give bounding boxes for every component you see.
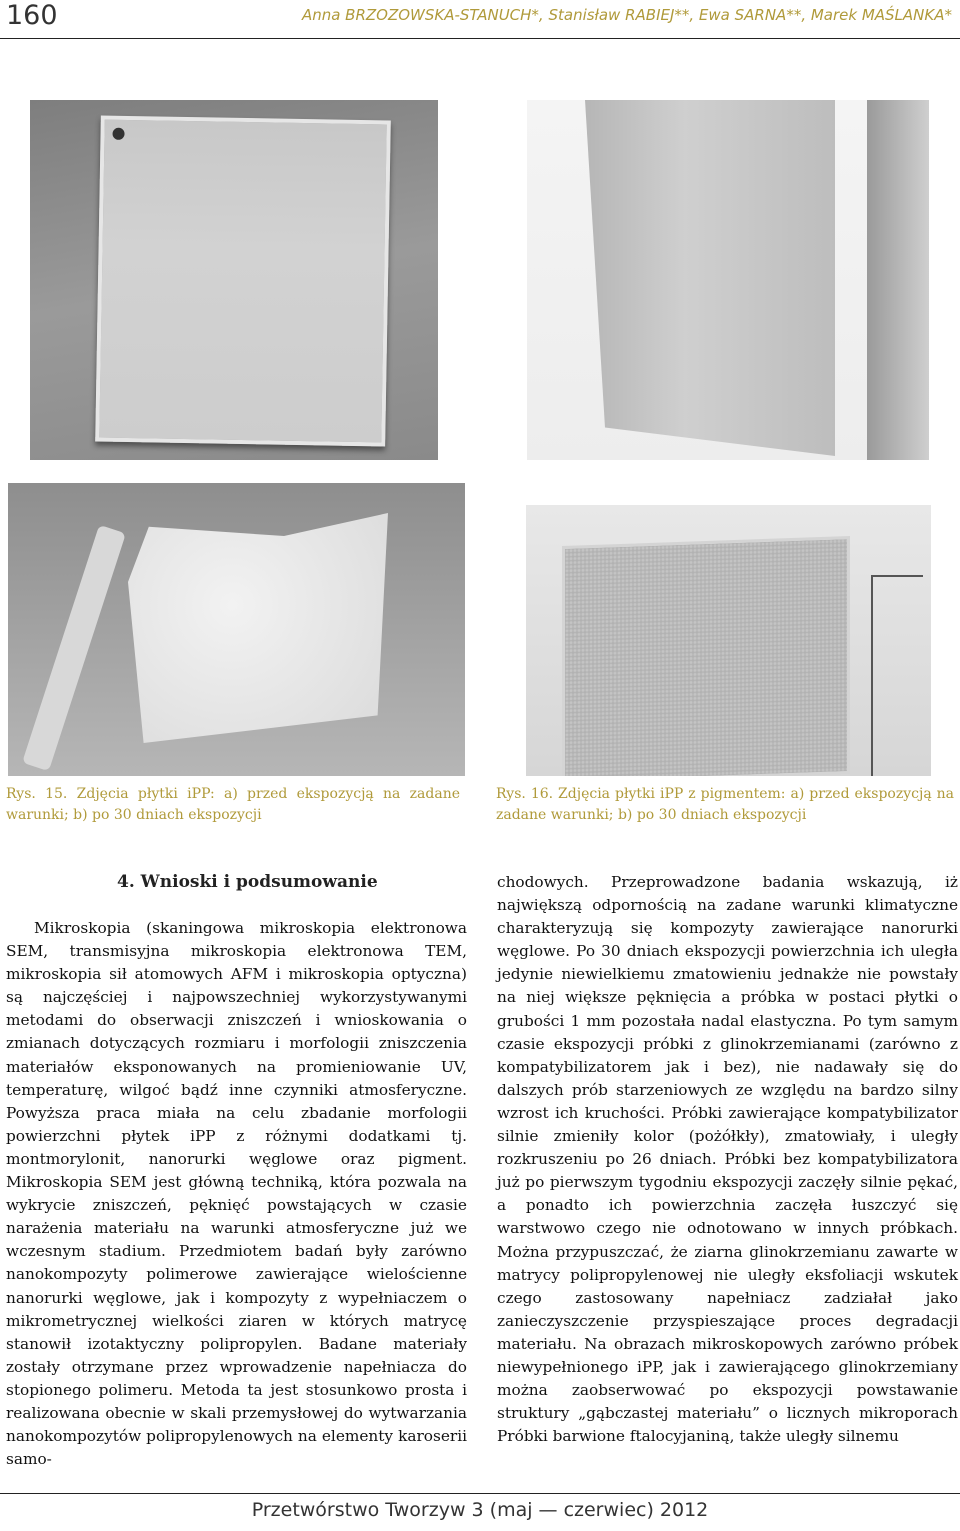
figure-15b-photo <box>8 483 465 776</box>
footer-rule <box>0 1493 960 1494</box>
page-number: 160 <box>6 0 58 31</box>
section-title: 4. Wnioski i podsumowanie <box>117 872 378 892</box>
plate-hole <box>112 128 124 140</box>
figure-15a-photo <box>30 100 438 460</box>
background-edge <box>867 100 929 460</box>
body-text-left-column: Mikroskopia (skaningowa mikroskopia elektronowa SEM, transmisyjna mikroskopia elektronowa TEM, mikroskopia sił atomowych AFM i mikroskopia optyczna) są najczęściej i najpowszechniej wykorzystywanymi metodami do obserwacji zniszczeń i wnioskowania o zmianach dotyczących rozmiaru i morfologii zniszczenia materiałów eksponowanych na promieniowanie UV, temperaturę, wilgoć bądź inne czynniki atmosferyczne. Powyższa praca miała na celu zbadanie morfologii powierzchni płytek iPP z różnymi dodatkami tj. montmorylonit, nanorurki węglowe oraz pigment. Mikroskopia SEM jest główną techniką, która pozwala na wykrycie zniszczeń, pęknięć powstających w czasie narażenia materiału na warunki atmosferyczne już we wczesnym stadium. Przedmiotem badań były zarówno nanokompozyty polimerowe zawierające wielościenne nanorurki węglowe, jak i kompozyty z wypełniaczem o mikrometrycznej wielkości ziaren w których matrycę stanowił izotaktyczny polipropylen. Badane materiały zostały otrzymane przez wprowadzenie napełniacza do stopionego polimeru. Metoda ta jest stosunkowo prosta i realizowana obecnie w skali przemysłowej do wytwarzania nanokompozytów polipropylenowych na elementy karoserii samo- <box>6 919 467 1469</box>
ipp-plate <box>95 115 391 446</box>
journal-footer: Przetwórstwo Tworzyw 3 (maj — czerwiec) 2012 <box>251 1499 709 1521</box>
pigmented-plate <box>585 100 835 456</box>
porous-plate <box>562 536 850 776</box>
figure-16-caption: Rys. 16. Zdjęcia płytki iPP z pigmentem: a) przed ekspozycją na zadane warunki; b) po 30 dniach ekspozycji <box>496 786 954 823</box>
body-text-right-column: chodowych. Przeprowadzone badania wskazują, iż największą odpornością na zadane warunki klimatyczne charakteryzują się kompozyty zawierające nanorurki węglowe. Po 30 dniach ekspozycji powierzchnia ich uległa jedynie niewielkiemu zmatowieniu jednakże nie powstały na niej większe pęknięcia a próbka w postaci płytki o grubości 1 mm pozostała nadal elastyczna. Po tym samym czasie ekspozycji próbki z glinokrzemianami (zarówno z kompatybilizatorem jak i bez), nie nadawały się do dalszych prób starzeniowych ze względu na bardzo silny wzrost ich kruchości. Próbki zawierające kompatybilizator silnie zmieniły kolor (pożółkły), zmatowiały, i uległy rozkruszeniu po 26 dniach. Próbki bez kompatybilizatora już po pierwszym tygodniu ekspozycji zaczęły silnie pękać, a ponadto ich powierzchnia zaczęła łuszczyć się warstwowo czego nie odnotowano w innych próbkach. Można przypuszczać, że ziarna glinokrzemianu zawarte w matrycy polipropylenowej nie uległy eksfoliacji wskutek czego zastosowany napełniacz zadziałał jako zanieczyszczenie przyspieszające proces degradacji materiału. Na obrazach mikroskopowych zarówno próbek niewypełnionego iPP, jak i zawierającego glinokrzemiany można zaobserwować po ekspozycji powstawanie struktury „gąbczastej materiału” o licznych mikroporach Próbki barwione ftalocyjaniną, także uległy silnemu <box>497 873 958 1446</box>
degraded-sheet <box>128 513 388 743</box>
figure-16a-photo <box>527 100 929 460</box>
header-rule <box>0 38 960 39</box>
figure-16b-photo <box>526 505 931 776</box>
figure-15-caption: Rys. 15. Zdjęcia płytki iPP: a) przed ekspozycją na zadane warunki; b) po 30 dniach ekspozycji <box>6 786 460 823</box>
plate-strip <box>22 525 126 771</box>
running-header-authors: Anna BRZOZOWSKA-STANUCH*, Stanisław RABIEJ**, Ewa SARNA**, Marek MAŚLANKA* <box>301 6 952 24</box>
background-frame <box>871 575 923 776</box>
